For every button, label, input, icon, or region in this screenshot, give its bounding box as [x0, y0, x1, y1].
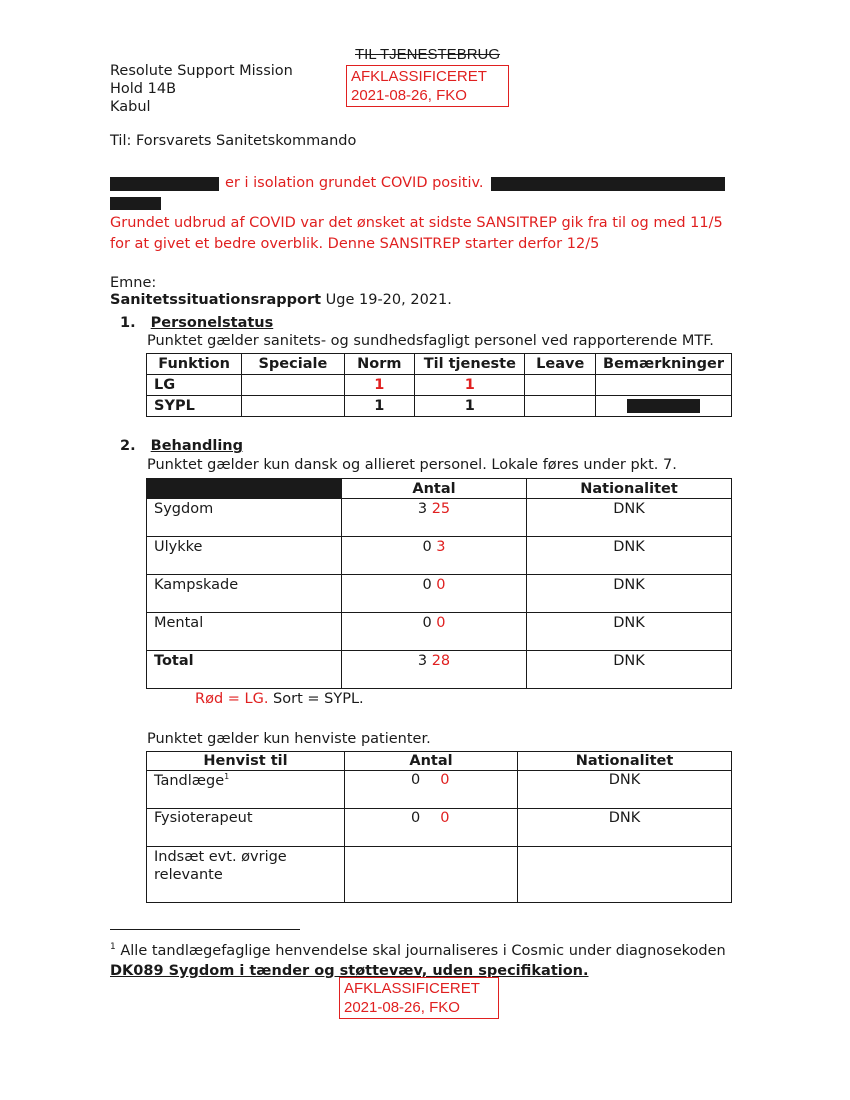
col-header-til-tjeneste: Til tjeneste — [415, 354, 525, 375]
referrals-table — [146, 751, 732, 903]
cell-henvist-til: Fysioterapeut — [147, 809, 345, 847]
section-2-number: 2. — [120, 438, 136, 454]
cell-category: Ulykke — [147, 537, 342, 575]
antal-lg: 3 — [436, 539, 446, 555]
declassified-stamp-bottom — [339, 977, 499, 1019]
cell-speciale — [242, 396, 344, 417]
cell-antal — [342, 575, 527, 613]
subject-title-rest: Uge 19-20, 2021. — [321, 292, 452, 308]
section-1-intro: Punktet gælder sanitets- og sundhedsfagligt personel ved rapporterende MTF. — [147, 333, 714, 349]
subject-title-bold: Sanitetssituationsrapport — [110, 292, 322, 308]
cell-antal — [345, 847, 518, 903]
table-row — [147, 537, 732, 575]
treatment-table — [146, 478, 732, 689]
other-line-2: relevante — [154, 867, 223, 883]
cell-bemaerkninger — [596, 396, 732, 417]
outbreak-note-line-1: Grundet udbrud af COVID var det ønsket at sidste SANSITREP gik fra til og med 11/5 — [110, 215, 723, 231]
stamp-line-2: 2021-08-26, FKO — [351, 87, 467, 104]
isolation-note: er i isolation grundet COVID positiv. — [225, 175, 484, 191]
legend-black: Sort = SYPL. — [268, 691, 364, 707]
antal-lg: 25 — [431, 501, 451, 517]
other-line-1: Indsæt evt. øvrige — [154, 849, 287, 865]
footnote-separator — [110, 929, 300, 930]
col-header-category-redacted — [147, 479, 342, 499]
table-row — [147, 847, 732, 903]
table-row — [147, 499, 732, 537]
table-row — [147, 396, 732, 417]
recipient: Til: Forsvarets Sanitetskommando — [110, 133, 357, 149]
stamp-line-1: AFKLASSIFICERET — [344, 980, 480, 997]
cell-til-tjeneste: 1 — [415, 375, 525, 396]
cell-til-tjeneste: 1 — [415, 396, 525, 417]
cell-funktion: SYPL — [147, 396, 242, 417]
cell-antal — [342, 651, 527, 689]
footnote-code: DK089 Sygdom i tænder og støttevæv, uden specifikation. — [110, 962, 589, 979]
cell-category: Mental — [147, 613, 342, 651]
cell-nationalitet: DNK — [518, 809, 732, 847]
table-row — [147, 613, 732, 651]
outbreak-note — [110, 213, 723, 255]
footnote-text — [110, 937, 726, 961]
section-1-number: 1. — [120, 315, 136, 331]
cell-nationalitet: DNK — [527, 651, 732, 689]
section-1-title: Personelstatus — [150, 315, 274, 331]
redaction-block — [627, 399, 700, 413]
cell-norm: 1 — [344, 396, 415, 417]
stamp-line-1: AFKLASSIFICERET — [351, 68, 487, 85]
sender-line-3: Kabul — [110, 99, 151, 115]
cell-nationalitet: DNK — [527, 537, 732, 575]
cell-antal — [345, 771, 518, 809]
col-header-antal: Antal — [342, 479, 527, 499]
sender-block — [110, 62, 293, 116]
antal-lg: 0 — [436, 577, 446, 593]
footnote-body: Alle tandlægefaglige henvendelse skal journaliseres i Cosmic under diagnosekoden — [115, 942, 726, 959]
cell-nationalitet: DNK — [518, 771, 732, 809]
col-header-funktion: Funktion — [147, 354, 242, 375]
declassified-stamp-top — [346, 65, 509, 107]
section-2-title: Behandling — [150, 438, 244, 454]
cell-category: Sygdom — [147, 499, 342, 537]
footnote-ref: 1 — [224, 772, 230, 781]
subject-title — [110, 292, 452, 308]
cell-antal — [342, 537, 527, 575]
antal-sypl: 0 — [422, 577, 432, 593]
redaction-block — [491, 177, 725, 191]
cell-bemaerkninger — [596, 375, 732, 396]
cell-nationalitet: DNK — [527, 499, 732, 537]
sender-line-1: Resolute Support Mission — [110, 63, 293, 79]
table-row-total — [147, 651, 732, 689]
antal-sypl: 0 — [411, 772, 421, 788]
stamp-line-2: 2021-08-26, FKO — [344, 999, 460, 1016]
table-row — [147, 575, 732, 613]
antal-lg: 0 — [436, 615, 446, 631]
table-row — [147, 809, 732, 847]
antal-sypl: 0 — [411, 810, 421, 826]
antal-lg: 0 — [440, 772, 450, 788]
cell-henvist-til — [147, 847, 345, 903]
legend-red: Rød = LG. — [195, 691, 269, 707]
col-header-nationalitet: Nationalitet — [518, 752, 732, 771]
antal-lg: 0 — [440, 810, 450, 826]
col-header-speciale: Speciale — [242, 354, 344, 375]
antal-sypl: 3 — [417, 653, 428, 669]
referral-label: Tandlæge — [154, 772, 225, 789]
cell-antal — [342, 499, 527, 537]
referrals-intro: Punktet gælder kun henviste patienter. — [147, 731, 431, 747]
footnote — [110, 937, 726, 981]
col-header-bemaerkninger: Bemærkninger — [596, 354, 732, 375]
footnote-mark: 1 — [110, 942, 116, 952]
cell-antal — [342, 613, 527, 651]
cell-nationalitet: DNK — [527, 575, 732, 613]
antal-sypl: 0 — [422, 615, 432, 631]
antal-sypl: 3 — [417, 501, 428, 517]
subject-label: Emne: — [110, 275, 157, 291]
cell-funktion: LG — [147, 375, 242, 396]
section-2-intro: Punktet gælder kun dansk og allieret personel. Lokale føres under pkt. 7. — [147, 457, 677, 473]
cell-category: Total — [147, 651, 342, 689]
col-header-antal: Antal — [345, 752, 518, 771]
col-header-henvist-til: Henvist til — [147, 752, 345, 771]
cell-norm: 1 — [344, 375, 415, 396]
section-2-heading — [120, 438, 243, 454]
cell-category: Kampskade — [147, 575, 342, 613]
classification-marking: TIL TJENESTEBRUG — [355, 46, 501, 63]
antal-sypl: 0 — [422, 539, 432, 555]
personnel-table — [146, 353, 732, 417]
table-row — [147, 771, 732, 809]
col-header-norm: Norm — [344, 354, 415, 375]
cell-leave — [525, 396, 596, 417]
cell-henvist-til — [147, 771, 345, 809]
outbreak-note-line-2: for at givet et bedre overblik. Denne SANSITREP starter derfor 12/5 — [110, 236, 600, 252]
sender-line-2: Hold 14B — [110, 81, 177, 97]
col-header-nationalitet: Nationalitet — [527, 479, 732, 499]
cell-nationalitet — [518, 847, 732, 903]
cell-leave — [525, 375, 596, 396]
table-row — [147, 375, 732, 396]
color-legend — [195, 691, 364, 707]
section-1-heading — [120, 315, 273, 331]
cell-speciale — [242, 375, 344, 396]
cell-antal — [345, 809, 518, 847]
cell-nationalitet: DNK — [527, 613, 732, 651]
col-header-leave: Leave — [525, 354, 596, 375]
antal-lg: 28 — [431, 653, 451, 669]
redaction-block — [110, 177, 219, 191]
redaction-block — [110, 197, 161, 210]
